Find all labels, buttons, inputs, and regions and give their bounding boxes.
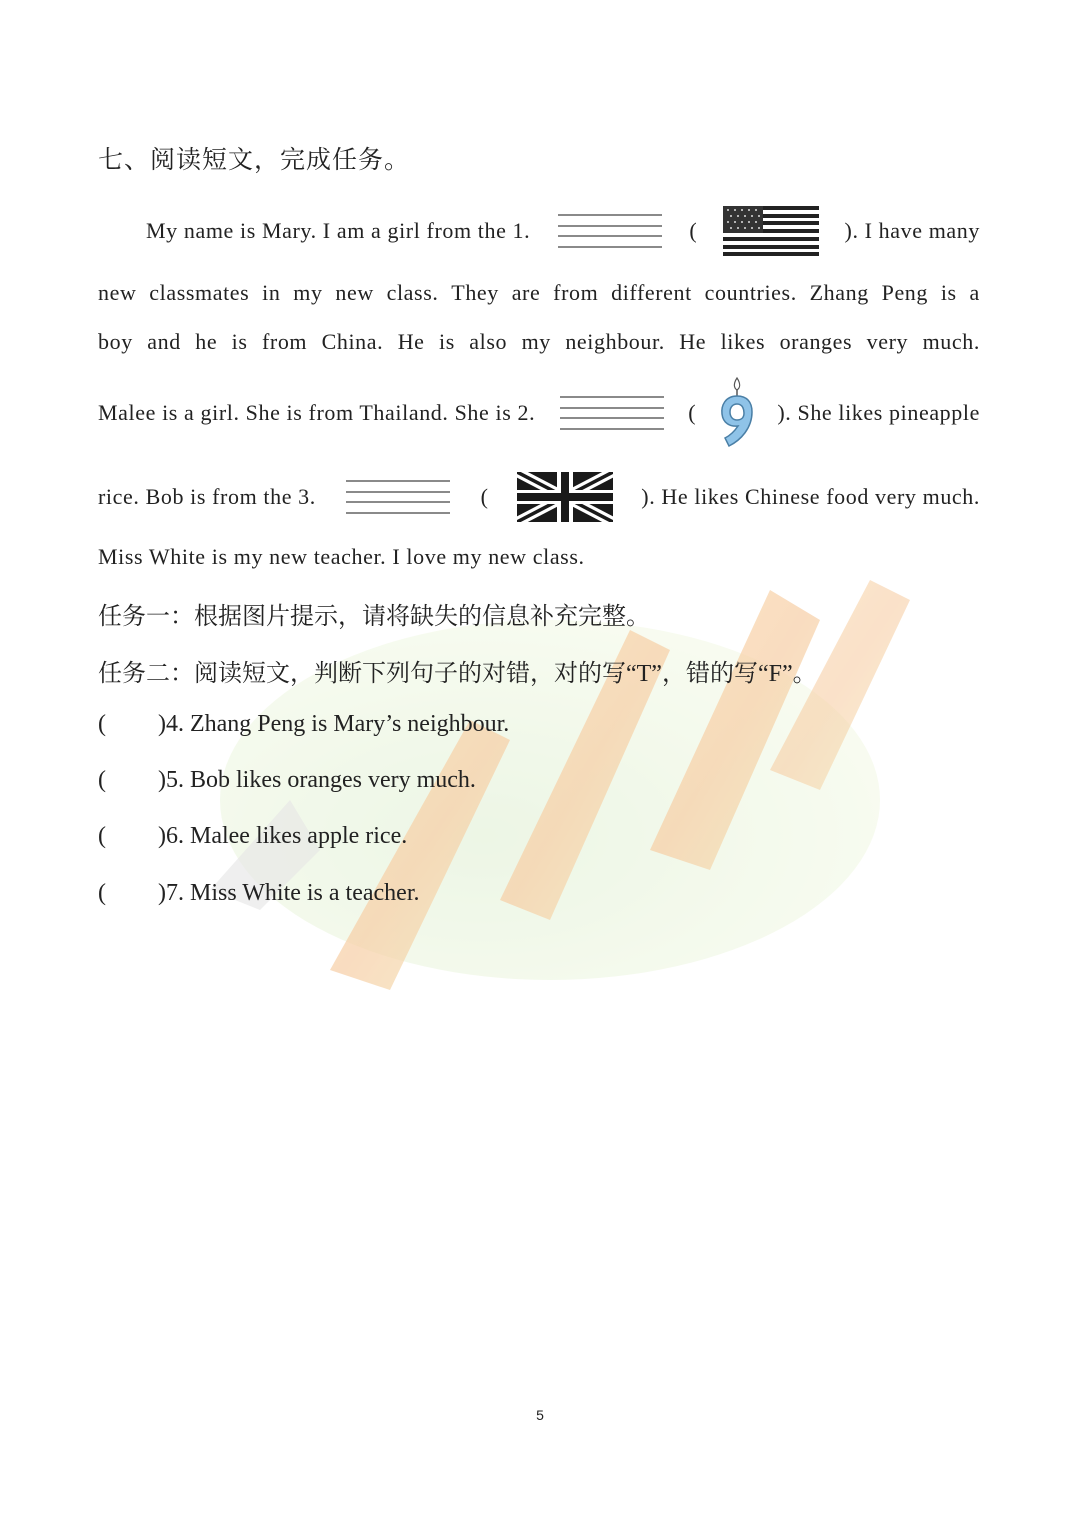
word: much. bbox=[922, 329, 980, 354]
word: and bbox=[147, 329, 181, 354]
word: Zhang bbox=[809, 280, 869, 305]
question-4 bbox=[98, 711, 509, 738]
answer-blank-1[interactable] bbox=[558, 210, 662, 252]
word: from bbox=[553, 280, 599, 305]
word: are bbox=[511, 280, 541, 305]
word: He bbox=[679, 329, 707, 354]
word: They bbox=[451, 280, 499, 305]
word: is bbox=[438, 329, 455, 354]
word: is bbox=[231, 329, 248, 354]
question-text: )5. Bob likes oranges very much. bbox=[158, 767, 476, 793]
uk-flag-icon bbox=[517, 472, 613, 522]
word: classmates bbox=[149, 280, 250, 305]
passage-line-4 bbox=[98, 376, 980, 450]
answer-paren[interactable]: ( bbox=[98, 711, 106, 737]
word: my bbox=[521, 329, 551, 354]
word: countries. bbox=[704, 280, 797, 305]
passage-text: Malee is a girl. She is from Thailand. She is 2. bbox=[98, 400, 536, 425]
question-text: )7. Miss White is a teacher. bbox=[158, 880, 420, 906]
passage-text: ). I have many bbox=[844, 218, 980, 243]
word: Peng bbox=[881, 280, 929, 305]
passage-line-2 bbox=[98, 278, 980, 308]
word: also bbox=[469, 329, 508, 354]
word: He bbox=[397, 329, 425, 354]
task-2-instruction: 任务二：阅读短文，判断下列句子的对错，对的写“T”，错的写“F”。 bbox=[98, 661, 817, 687]
word: a bbox=[969, 280, 980, 305]
passage-text: My name is Mary. I am a girl from the 1. bbox=[146, 218, 531, 243]
answer-blank-3[interactable] bbox=[346, 476, 450, 518]
answer-paren[interactable]: ( bbox=[98, 823, 106, 849]
usa-flag-icon bbox=[723, 206, 819, 256]
answer-paren[interactable]: ( bbox=[98, 880, 106, 906]
task-1-instruction: 任务一：根据图片提示，请将缺失的信息补充完整。 bbox=[98, 604, 650, 630]
passage-line-3 bbox=[98, 327, 980, 357]
word: is bbox=[940, 280, 957, 305]
word: very bbox=[866, 329, 909, 354]
birthday-candle-number-9-icon bbox=[719, 376, 755, 450]
word: neighbour. bbox=[565, 329, 665, 354]
page-number: 5 bbox=[536, 1407, 544, 1423]
passage-line-1 bbox=[98, 206, 980, 256]
word: my bbox=[293, 280, 323, 305]
word: from bbox=[261, 329, 308, 354]
question-7 bbox=[98, 880, 420, 907]
passage-text: ). She likes pineapple bbox=[777, 400, 980, 425]
word: new bbox=[335, 280, 374, 305]
word: he bbox=[195, 329, 218, 354]
word: oranges bbox=[779, 329, 853, 354]
question-text: )6. Malee likes apple rice. bbox=[158, 823, 408, 849]
section-title: 七、阅读短文，完成任务。 bbox=[98, 147, 411, 174]
word: class. bbox=[386, 280, 439, 305]
passage-line-6: Miss White is my new teacher. I love my new class. bbox=[98, 544, 585, 569]
word: likes bbox=[720, 329, 766, 354]
word: China. bbox=[321, 329, 384, 354]
passage-text: ). He likes Chinese food very much. bbox=[641, 484, 980, 509]
question-6 bbox=[98, 823, 407, 850]
paren-open: ( bbox=[480, 484, 489, 509]
word: boy bbox=[98, 329, 133, 354]
passage-text: rice. Bob is from the 3. bbox=[98, 484, 316, 509]
word: new bbox=[98, 280, 137, 305]
question-5 bbox=[98, 767, 476, 794]
passage-line-5 bbox=[98, 470, 980, 524]
answer-blank-2[interactable] bbox=[560, 392, 664, 434]
word: in bbox=[262, 280, 281, 305]
question-text: )4. Zhang Peng is Mary’s neighbour. bbox=[158, 711, 510, 737]
word: different bbox=[611, 280, 692, 305]
paren-open: ( bbox=[689, 218, 698, 243]
answer-paren[interactable]: ( bbox=[98, 767, 106, 793]
paren-open: ( bbox=[688, 400, 697, 425]
